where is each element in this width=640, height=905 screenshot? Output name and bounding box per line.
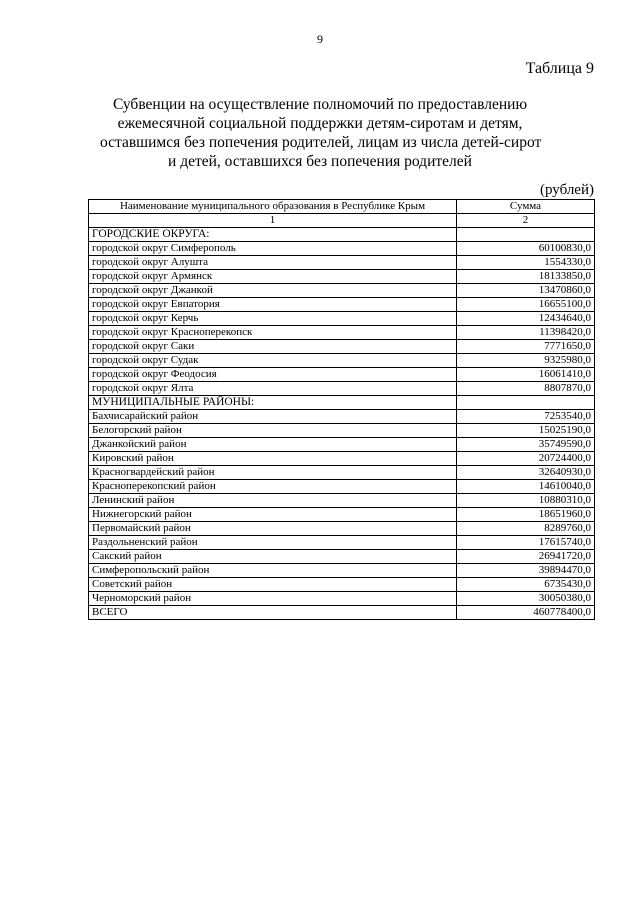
table-row xyxy=(89,298,595,312)
table-row xyxy=(89,410,595,424)
section-title-cell: ГОРОДСКИЕ ОКРУГА: xyxy=(89,228,457,242)
section-amount-cell xyxy=(457,228,595,242)
municipality-name-cell: городской округ Армянск xyxy=(89,270,457,284)
municipality-name-cell: Кировский район xyxy=(89,452,457,466)
title-line: ежемесячной социальной поддержки детям-сиротам и детям, xyxy=(117,115,523,132)
header-row xyxy=(89,200,595,214)
municipality-name-cell: городской округ Судак xyxy=(89,354,457,368)
municipality-name-cell: Советский район xyxy=(89,578,457,592)
table-row xyxy=(89,368,595,382)
municipality-name-cell: Симферопольский район xyxy=(89,564,457,578)
table-row xyxy=(89,354,595,368)
table-row xyxy=(89,452,595,466)
municipality-name-cell: городской округ Керчь xyxy=(89,312,457,326)
municipality-name-cell: Сакский район xyxy=(89,550,457,564)
total-amount-cell: 460778400,0 xyxy=(457,606,595,620)
unit-label: (рублей) xyxy=(539,182,594,198)
table-row xyxy=(89,494,595,508)
amount-cell: 7253540,0 xyxy=(457,410,595,424)
amount-cell: 32640930,0 xyxy=(457,466,595,480)
amount-cell: 39894470,0 xyxy=(457,564,595,578)
amount-cell: 7771650,0 xyxy=(457,340,595,354)
municipality-name-cell: Бахчисарайский район xyxy=(89,410,457,424)
table-label: Таблица 9 xyxy=(525,60,594,77)
amount-cell: 6735430,0 xyxy=(457,578,595,592)
table-row xyxy=(89,522,595,536)
municipality-name-cell: Красногвардейский район xyxy=(89,466,457,480)
amount-cell: 20724400,0 xyxy=(457,452,595,466)
document-title xyxy=(100,95,540,171)
table-row xyxy=(89,550,595,564)
amount-cell: 10880310,0 xyxy=(457,494,595,508)
amount-cell: 18651960,0 xyxy=(457,508,595,522)
title-line: Субвенции на осуществление полномочий по предоставлению xyxy=(112,96,528,113)
amount-cell: 35749590,0 xyxy=(457,438,595,452)
header-amount-cell: Сумма xyxy=(457,200,595,214)
amount-cell: 30050380,0 xyxy=(457,592,595,606)
amount-cell: 17615740,0 xyxy=(457,536,595,550)
amount-cell: 8807870,0 xyxy=(457,382,595,396)
section-title-cell: МУНИЦИПАЛЬНЫЕ РАЙОНЫ: xyxy=(89,396,457,410)
municipality-name-cell: Нижнегорский район xyxy=(89,508,457,522)
table-row xyxy=(89,438,595,452)
municipality-name-cell: городской округ Джанкой xyxy=(89,284,457,298)
table-row xyxy=(89,256,595,270)
table-row xyxy=(89,592,595,606)
table-row xyxy=(89,424,595,438)
table-row xyxy=(89,326,595,340)
title-line: и детей, оставшихся без попечения родителей xyxy=(168,153,472,170)
amount-cell: 1554330,0 xyxy=(457,256,595,270)
table-row xyxy=(89,284,595,298)
table-row xyxy=(89,270,595,284)
table-row xyxy=(89,340,595,354)
total-label-cell: ВСЕГО xyxy=(89,606,457,620)
title-line: оставшимся без попечения родителей, лицам из числа детей-сирот xyxy=(100,134,542,151)
section-header-row xyxy=(89,228,595,242)
table-row xyxy=(89,564,595,578)
amount-cell: 15025190,0 xyxy=(457,424,595,438)
page-number: 9 xyxy=(317,32,323,46)
amount-cell: 26941720,0 xyxy=(457,550,595,564)
municipality-name-cell: Джанкойский район xyxy=(89,438,457,452)
amount-cell: 11398420,0 xyxy=(457,326,595,340)
municipality-name-cell: городской округ Красноперекопск xyxy=(89,326,457,340)
amount-cell: 16655100,0 xyxy=(457,298,595,312)
amount-cell: 60100830,0 xyxy=(457,242,595,256)
subventions-table xyxy=(88,199,595,620)
table-row xyxy=(89,466,595,480)
total-row xyxy=(89,606,595,620)
table-row xyxy=(89,242,595,256)
column-number-cell: 1 xyxy=(89,214,457,228)
table-row xyxy=(89,312,595,326)
amount-cell: 12434640,0 xyxy=(457,312,595,326)
table-row xyxy=(89,536,595,550)
amount-cell: 18133850,0 xyxy=(457,270,595,284)
section-header-row xyxy=(89,396,595,410)
table-row xyxy=(89,382,595,396)
amount-cell: 8289760,0 xyxy=(457,522,595,536)
municipality-name-cell: Первомайский район xyxy=(89,522,457,536)
municipality-name-cell: Ленинский район xyxy=(89,494,457,508)
municipality-name-cell: городской округ Феодосия xyxy=(89,368,457,382)
municipality-name-cell: городской округ Евпатория xyxy=(89,298,457,312)
column-number-cell: 2 xyxy=(457,214,595,228)
municipality-name-cell: городской округ Алушта xyxy=(89,256,457,270)
amount-cell: 13470860,0 xyxy=(457,284,595,298)
table-row xyxy=(89,480,595,494)
amount-cell: 16061410,0 xyxy=(457,368,595,382)
table-row xyxy=(89,508,595,522)
municipality-name-cell: городской округ Саки xyxy=(89,340,457,354)
amount-cell: 9325980,0 xyxy=(457,354,595,368)
municipality-name-cell: Белогорский район xyxy=(89,424,457,438)
municipality-name-cell: городской округ Ялта xyxy=(89,382,457,396)
municipality-name-cell: Красноперекопский район xyxy=(89,480,457,494)
municipality-name-cell: городской округ Симферополь xyxy=(89,242,457,256)
municipality-name-cell: Черноморский район xyxy=(89,592,457,606)
section-amount-cell xyxy=(457,396,595,410)
column-number-row xyxy=(89,214,595,228)
municipality-name-cell: Раздольненский район xyxy=(89,536,457,550)
amount-cell: 14610040,0 xyxy=(457,480,595,494)
table-row xyxy=(89,578,595,592)
header-name-cell: Наименование муниципального образования в Республике Крым xyxy=(89,200,457,214)
